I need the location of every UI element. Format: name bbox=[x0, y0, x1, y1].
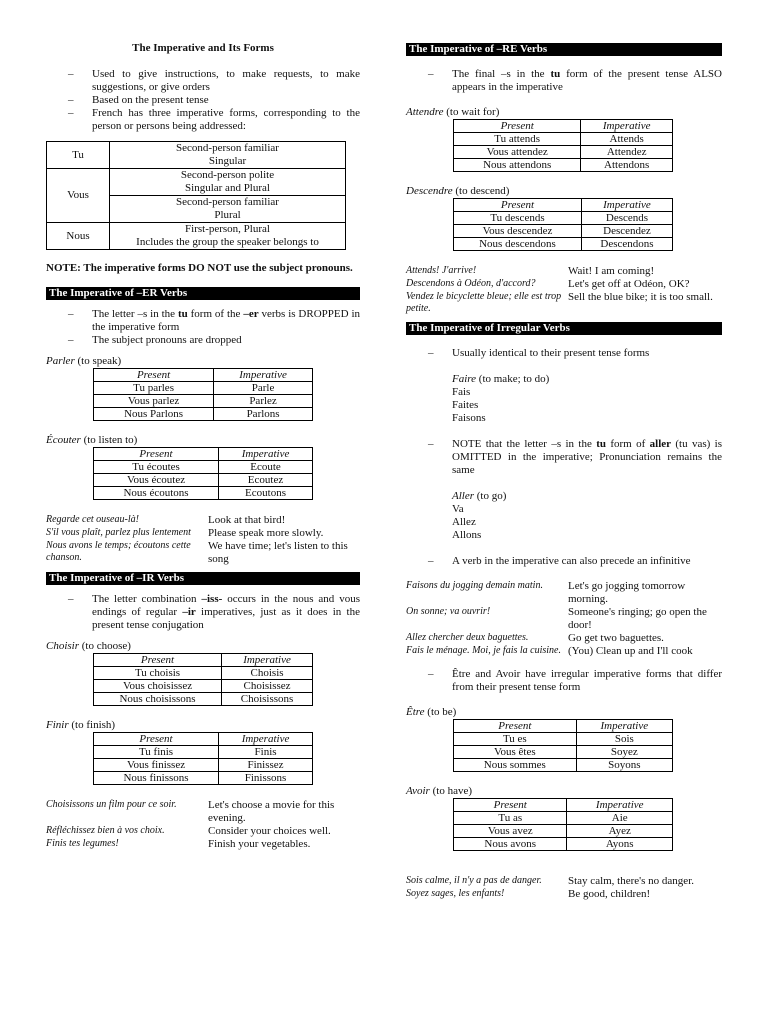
table-cell: Soyons bbox=[576, 759, 672, 772]
table-cell: Vous êtes bbox=[454, 746, 577, 759]
table-row bbox=[94, 759, 313, 772]
header-imperative: Imperative bbox=[222, 654, 313, 667]
table-cell: Parlez bbox=[214, 395, 313, 408]
table-cell: Vous attendez bbox=[454, 146, 581, 159]
verb-gloss: (to choose) bbox=[79, 640, 131, 652]
page-title: The Imperative and Its Forms bbox=[132, 42, 274, 54]
table-header-row bbox=[454, 120, 673, 133]
verb-form: Allons bbox=[452, 529, 482, 541]
table-cell: Ayez bbox=[567, 825, 673, 838]
table-cell: Nous avons bbox=[454, 838, 567, 851]
example-english: Stay calm, there's no danger. bbox=[568, 875, 695, 887]
er-list bbox=[46, 308, 360, 347]
header-present: Present bbox=[94, 369, 214, 382]
verb-gloss: (to speak) bbox=[74, 355, 122, 367]
verb-form: Faisons bbox=[452, 412, 486, 424]
table-cell: Ecoutez bbox=[219, 474, 313, 487]
text: form of the present tense ALSO appears in the imperative bbox=[452, 68, 722, 93]
verb-gloss: (to descend) bbox=[452, 185, 510, 197]
table-row bbox=[94, 408, 313, 421]
verb-name: Choisir bbox=[46, 640, 80, 652]
table-row bbox=[454, 812, 673, 825]
table-cell: Vous écoutez bbox=[94, 474, 219, 487]
list-item bbox=[46, 308, 360, 334]
cell-line: First-person, Plural bbox=[185, 223, 270, 235]
verb-heading bbox=[406, 106, 722, 119]
example-french: Allez chercher deux baguettes. bbox=[406, 632, 529, 643]
table-cell: Vous descendez bbox=[454, 225, 582, 238]
table-cell: Nous descendons bbox=[454, 238, 582, 251]
table-row bbox=[94, 382, 313, 395]
note-end: . bbox=[350, 262, 353, 274]
table-cell: Tu bbox=[47, 142, 110, 169]
table-row bbox=[47, 169, 346, 196]
conjugation-table-choisir bbox=[93, 653, 313, 706]
text: (tu vas) is OMITTED in the imperative; Pronunciation remains the same bbox=[452, 438, 723, 476]
table-cell: Ayons bbox=[567, 838, 673, 851]
header-present: Present bbox=[454, 120, 581, 133]
intro-list bbox=[46, 68, 360, 133]
list-item: – Used to give instructions, to make requests, to make suggestions, or give orders bbox=[46, 68, 360, 94]
cell-line: Second-person familiar bbox=[176, 196, 279, 208]
header-present: Present bbox=[94, 654, 222, 667]
text-bold: tu bbox=[596, 438, 606, 450]
cell-line: Includes the group the speaker belongs to bbox=[136, 236, 319, 248]
example-french: Descendons à Odéon, d'accord? bbox=[406, 278, 536, 289]
list-item: – A verb in the imperative can also precede an infinitive bbox=[406, 555, 722, 568]
example-french: S'il vous plaît, parlez plus lentement bbox=[46, 527, 191, 538]
text-bold: –ir bbox=[182, 606, 196, 618]
table-cell: Tu choisis bbox=[94, 667, 222, 680]
verb-heading bbox=[406, 706, 722, 719]
example-french: Nous avons le temps; écoutons cette chanson. bbox=[46, 540, 191, 563]
table-row bbox=[454, 133, 673, 146]
header-present: Present bbox=[454, 199, 582, 212]
list-item bbox=[406, 438, 722, 477]
table-cell: Finissons bbox=[219, 772, 313, 785]
verb-form: Fais bbox=[452, 386, 471, 398]
table-row bbox=[94, 680, 313, 693]
verb-gloss: (to make; to do) bbox=[476, 373, 550, 385]
example-english: Be good, children! bbox=[568, 888, 651, 900]
cell-line: Second-person polite bbox=[180, 169, 275, 181]
cell-line: Singular bbox=[208, 155, 247, 167]
example-english: Someone's ringing; go open the door! bbox=[568, 606, 707, 631]
verb-name: Faire bbox=[452, 373, 477, 385]
table-cell: Soyez bbox=[576, 746, 672, 759]
verb-gloss: (to listen to) bbox=[80, 434, 138, 446]
verb-form: Allez bbox=[452, 516, 476, 528]
table-cell: Vous parlez bbox=[94, 395, 214, 408]
table-header-row bbox=[454, 720, 673, 733]
table-cell: Choisissons bbox=[222, 693, 313, 706]
text: occurs in the nous and vous endings of regular bbox=[92, 593, 360, 618]
header-imperative: Imperative bbox=[567, 799, 673, 812]
list-item bbox=[406, 68, 722, 94]
table-cell: Attends bbox=[581, 133, 673, 146]
examples-er bbox=[46, 514, 360, 566]
text: The final –s in the bbox=[452, 68, 551, 80]
text-bold: –iss- bbox=[201, 593, 223, 605]
example-english: Go get two baguettes. bbox=[568, 632, 664, 644]
verb-heading bbox=[452, 373, 722, 386]
table-row bbox=[94, 395, 313, 408]
table-row bbox=[94, 487, 313, 500]
text: imperatives, just as it does in the present tense conjugation bbox=[92, 606, 360, 631]
text: form of bbox=[605, 438, 650, 450]
example-english: Wait! I am coming! bbox=[568, 265, 655, 277]
verb-name: Attendre bbox=[406, 106, 444, 118]
table-row bbox=[454, 746, 673, 759]
text: The letter –s in the bbox=[92, 308, 178, 320]
verb-name: Descendre bbox=[406, 185, 453, 197]
example-english: We have time; let's listen to this song bbox=[208, 540, 348, 565]
conjugation-table-attendre bbox=[453, 119, 673, 172]
table-cell: Nous choisissons bbox=[94, 693, 222, 706]
table-cell bbox=[110, 169, 346, 196]
verb-name: Aller bbox=[452, 490, 474, 502]
table-row bbox=[454, 759, 673, 772]
right-column bbox=[406, 43, 722, 901]
table-row bbox=[454, 825, 673, 838]
table-cell: Tu écoutes bbox=[94, 461, 219, 474]
faire-block bbox=[406, 373, 722, 425]
verb-name: Être bbox=[406, 706, 425, 718]
cell-line: Plural bbox=[214, 209, 241, 221]
table-cell: Attendons bbox=[581, 159, 673, 172]
verb-gloss: (to be) bbox=[424, 706, 457, 718]
irregular-list-1 bbox=[406, 347, 722, 360]
table-cell: Nous sommes bbox=[454, 759, 577, 772]
table-row bbox=[94, 772, 313, 785]
text: form of the bbox=[187, 308, 244, 320]
conjugation-table-avoir bbox=[453, 798, 673, 851]
irregular-list-3 bbox=[406, 555, 722, 568]
table-cell: Attendez bbox=[581, 146, 673, 159]
verb-heading bbox=[452, 490, 722, 503]
verb-heading bbox=[406, 185, 722, 198]
list-item: – Usually identical to their present tense forms bbox=[406, 347, 722, 360]
verb-gloss: (to go) bbox=[474, 490, 507, 502]
verb-form: Faites bbox=[452, 399, 479, 411]
table-cell: Vous finissez bbox=[94, 759, 219, 772]
irregular-list-4 bbox=[406, 668, 722, 694]
note-bold: NOTE: The imperative forms DO NOT use the subject pronouns bbox=[46, 262, 351, 274]
example-french: Vendez le bicyclette bleue; elle est trop petite. bbox=[406, 291, 562, 314]
text-bold: tu bbox=[550, 68, 561, 80]
table-cell: Nous écoutons bbox=[94, 487, 219, 500]
table-row bbox=[454, 225, 673, 238]
header-imperative: Imperative bbox=[576, 720, 672, 733]
example-french: Sois calme, il n'y a pas de danger. bbox=[406, 875, 542, 886]
table-row bbox=[94, 746, 313, 759]
example-english: Let's choose a movie for this evening. bbox=[208, 799, 335, 824]
table-cell: Parlons bbox=[214, 408, 313, 421]
verb-gloss: (to wait for) bbox=[443, 106, 500, 118]
table-row bbox=[454, 212, 673, 225]
re-list bbox=[406, 68, 722, 94]
table-cell: Choisissez bbox=[222, 680, 313, 693]
table-cell: Sois bbox=[576, 733, 672, 746]
section-header-er: The Imperative of –ER Verbs bbox=[46, 287, 360, 300]
table-cell: Ecoute bbox=[219, 461, 313, 474]
example-english: Sell the blue bike; it is too small. bbox=[568, 291, 713, 303]
table-row bbox=[454, 159, 673, 172]
examples-re bbox=[406, 265, 722, 315]
table-cell: Descends bbox=[581, 212, 672, 225]
verb-heading bbox=[406, 785, 722, 798]
table-cell: Vous choisissez bbox=[94, 680, 222, 693]
table-cell bbox=[110, 196, 346, 223]
example-english: Let's get off at Odéon, OK? bbox=[568, 278, 690, 290]
irregular-list-2 bbox=[406, 438, 722, 477]
text: NOTE that the letter –s in the bbox=[452, 438, 597, 450]
table-cell bbox=[110, 142, 346, 169]
table-cell: Tu finis bbox=[94, 746, 219, 759]
table-cell: Nous bbox=[47, 223, 110, 250]
table-row bbox=[47, 142, 346, 169]
examples-irregular-2 bbox=[406, 875, 722, 901]
table-cell bbox=[110, 223, 346, 250]
table-row bbox=[454, 238, 673, 251]
verb-gloss: (to have) bbox=[429, 785, 472, 797]
table-cell: Descendons bbox=[581, 238, 672, 251]
table-cell: Nous finissons bbox=[94, 772, 219, 785]
table-header-row bbox=[454, 799, 673, 812]
verb-heading bbox=[46, 355, 360, 368]
conjugation-table-descendre bbox=[453, 198, 673, 251]
table-header-row bbox=[94, 369, 313, 382]
table-header-row bbox=[94, 654, 313, 667]
header-present: Present bbox=[454, 799, 567, 812]
verb-heading bbox=[46, 640, 360, 653]
table-cell: Descendez bbox=[581, 225, 672, 238]
header-imperative: Imperative bbox=[581, 199, 672, 212]
table-cell: Nous attendons bbox=[454, 159, 581, 172]
header-imperative: Imperative bbox=[214, 369, 313, 382]
example-french: Attends! J'arrive! bbox=[406, 265, 477, 276]
table-row bbox=[94, 667, 313, 680]
verb-name: Parler bbox=[46, 355, 75, 367]
verb-form: Va bbox=[452, 503, 464, 515]
table-cell: Finissez bbox=[219, 759, 313, 772]
example-english: (You) Clean up and I'll cook bbox=[568, 645, 693, 657]
text: The letter combination bbox=[92, 593, 202, 605]
table-row bbox=[47, 223, 346, 250]
text-bold: aller bbox=[649, 438, 672, 450]
table-cell: Ecoutons bbox=[219, 487, 313, 500]
example-french: Fais le ménage. Moi, je fais la cuisine. bbox=[406, 645, 561, 656]
conjugation-table-parler bbox=[93, 368, 313, 421]
left-column bbox=[46, 38, 360, 851]
verb-heading bbox=[46, 719, 360, 732]
section-header-irregular: The Imperative of Irregular Verbs bbox=[406, 322, 722, 335]
header-imperative: Imperative bbox=[219, 733, 313, 746]
example-english: Consider your choices well. bbox=[208, 825, 331, 837]
table-cell: Parle bbox=[214, 382, 313, 395]
table-header-row bbox=[94, 448, 313, 461]
example-french: Faisons du jogging demain matin. bbox=[406, 580, 543, 591]
section-header-re: The Imperative of –RE Verbs bbox=[406, 43, 722, 56]
verb-name: Écouter bbox=[46, 434, 81, 446]
header-imperative: Imperative bbox=[581, 120, 673, 133]
list-item: – French has three imperative forms, corresponding to the person or persons being addressed: bbox=[46, 107, 360, 133]
header-present: Present bbox=[94, 733, 219, 746]
ir-list bbox=[46, 593, 360, 632]
table-cell: Tu as bbox=[454, 812, 567, 825]
verb-name: Avoir bbox=[406, 785, 430, 797]
section-header-ir: The Imperative of –IR Verbs bbox=[46, 572, 360, 585]
example-english: Look at that bird! bbox=[208, 514, 286, 526]
table-cell: Nous Parlons bbox=[94, 408, 214, 421]
table-row bbox=[454, 146, 673, 159]
header-present: Present bbox=[94, 448, 219, 461]
note bbox=[46, 262, 360, 275]
cell-line: Singular and Plural bbox=[185, 182, 270, 194]
example-english: Let's go jogging tomorrow morning. bbox=[568, 580, 686, 605]
example-english: Finish your vegetables. bbox=[208, 838, 311, 850]
conjugation-table-ecouter bbox=[93, 447, 313, 500]
verb-gloss: (to finish) bbox=[68, 719, 116, 731]
example-french: Soyez sages, les enfants! bbox=[406, 888, 505, 899]
table-header-row bbox=[454, 199, 673, 212]
table-row bbox=[454, 733, 673, 746]
text-bold: –er bbox=[243, 308, 259, 320]
text: verbs is DROPPED in the imperative form bbox=[92, 308, 361, 333]
list-item: – Être and Avoir have irregular imperative forms that differ from their present tense form bbox=[406, 668, 722, 694]
table-cell: Vous bbox=[47, 169, 110, 223]
forms-table bbox=[46, 141, 346, 250]
table-header-row bbox=[94, 733, 313, 746]
conjugation-table-etre bbox=[453, 719, 673, 772]
example-french: Réfléchissez bien à vos choix. bbox=[46, 825, 165, 836]
examples-irregular-1 bbox=[406, 580, 722, 658]
table-cell: Choisis bbox=[222, 667, 313, 680]
table-row bbox=[94, 461, 313, 474]
text-bold: tu bbox=[177, 308, 188, 320]
table-row bbox=[94, 474, 313, 487]
table-cell: Tu es bbox=[454, 733, 577, 746]
verb-heading bbox=[46, 434, 360, 447]
table-cell: Finis bbox=[219, 746, 313, 759]
table-cell: Tu parles bbox=[94, 382, 214, 395]
table-cell: Tu descends bbox=[454, 212, 582, 225]
examples-ir bbox=[46, 799, 360, 851]
aller-block bbox=[406, 490, 722, 542]
table-row bbox=[454, 838, 673, 851]
header-present: Present bbox=[454, 720, 577, 733]
example-french: Regarde cet ouseau-là! bbox=[46, 514, 139, 525]
table-row bbox=[94, 693, 313, 706]
list-item bbox=[46, 593, 360, 632]
header-imperative: Imperative bbox=[219, 448, 313, 461]
cell-line: Second-person familiar bbox=[176, 142, 279, 154]
table-cell: Aie bbox=[567, 812, 673, 825]
list-item: – The subject pronouns are dropped bbox=[46, 334, 360, 347]
example-french: On sonne; va ouvrir! bbox=[406, 606, 491, 617]
conjugation-table-finir bbox=[93, 732, 313, 785]
example-english: Please speak more slowly. bbox=[208, 527, 324, 539]
list-item: – Based on the present tense bbox=[46, 94, 360, 107]
verb-name: Finir bbox=[46, 719, 69, 731]
example-french: Finis tes legumes! bbox=[46, 838, 119, 849]
table-cell: Tu attends bbox=[454, 133, 581, 146]
table-cell: Vous avez bbox=[454, 825, 567, 838]
example-french: Choisissons un film pour ce soir. bbox=[46, 799, 177, 810]
